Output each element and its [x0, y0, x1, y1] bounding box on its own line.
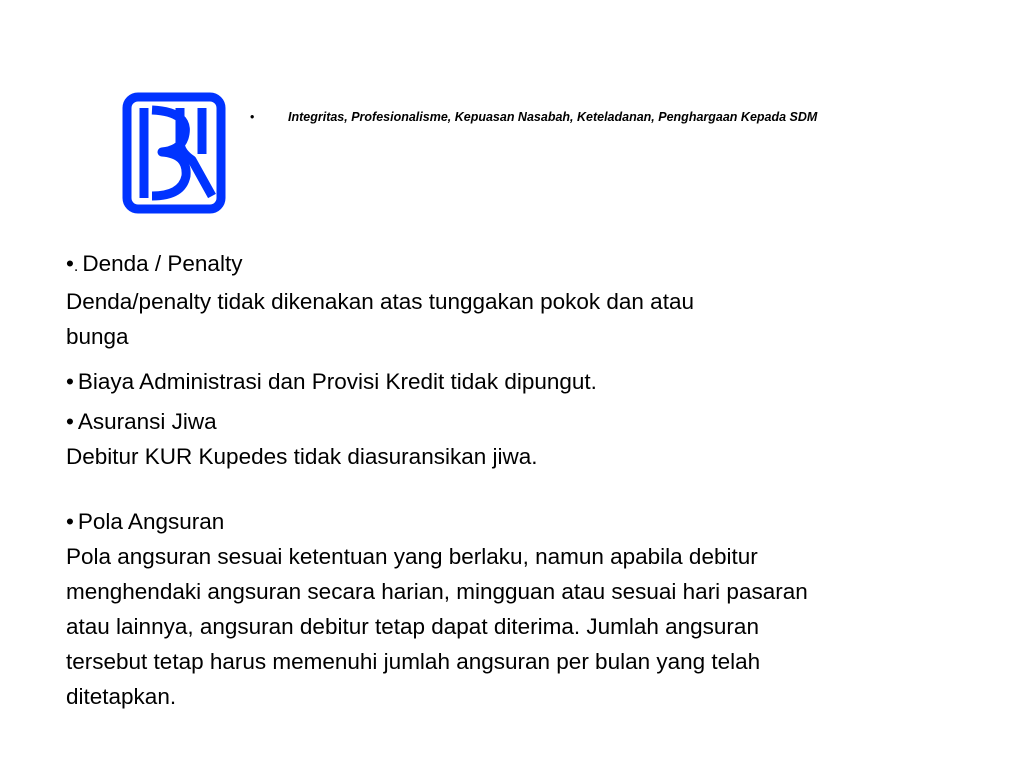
section-denda-body-line-1: Denda/penalty tidak dikenakan atas tunggakan pokok dan atau [66, 289, 694, 314]
section-denda-heading [66, 246, 1001, 284]
section-denda-prefix: . [73, 258, 79, 275]
section-denda-title: Denda / Penalty [82, 251, 243, 276]
tagline-bullet: • [250, 110, 255, 124]
section-pola [66, 504, 1001, 714]
section-asuransi-heading [66, 404, 1001, 439]
section-denda [66, 246, 1001, 354]
section-biaya [66, 364, 1001, 399]
section-denda-bullet: • [66, 251, 74, 276]
section-pola-body-line: tersebut tetap harus memenuhi jumlah angsuran per bulan yang telah [66, 649, 761, 674]
section-pola-heading [66, 504, 1001, 539]
slide-content [66, 246, 1001, 714]
section-asuransi-title: Asuransi Jiwa [77, 409, 217, 434]
tagline-text: Integritas, Profesionalisme, Kepuasan Nasabah, Keteladanan, Penghargaan Kepada SDM [288, 110, 818, 124]
section-asuransi-bullet: • [66, 409, 74, 434]
bri-logo-icon [122, 92, 226, 214]
tagline [250, 110, 817, 124]
section-biaya-bullet: • [66, 369, 74, 394]
bri-logo [122, 92, 226, 214]
section-asuransi-body: Debitur KUR Kupedes tidak diasuransikan jiwa. [66, 444, 538, 469]
section-pola-body-line: atau lainnya, angsuran debitur tetap dapat diterima. Jumlah angsuran [66, 614, 759, 639]
section-pola-body-line: menghendaki angsuran secara harian, mingguan atau sesuai hari pasaran [66, 579, 808, 604]
section-pola-bullet: • [66, 509, 74, 534]
section-denda-body-line-2: bunga [66, 324, 129, 349]
section-pola-body-line: ditetapkan. [66, 684, 177, 709]
section-pola-title: Pola Angsuran [77, 509, 225, 534]
section-pola-body-line: Pola angsuran sesuai ketentuan yang berlaku, namun apabila debitur [66, 544, 758, 569]
section-asuransi [66, 404, 1001, 474]
section-biaya-text: Biaya Administrasi dan Provisi Kredit tidak dipungut. [77, 369, 597, 394]
